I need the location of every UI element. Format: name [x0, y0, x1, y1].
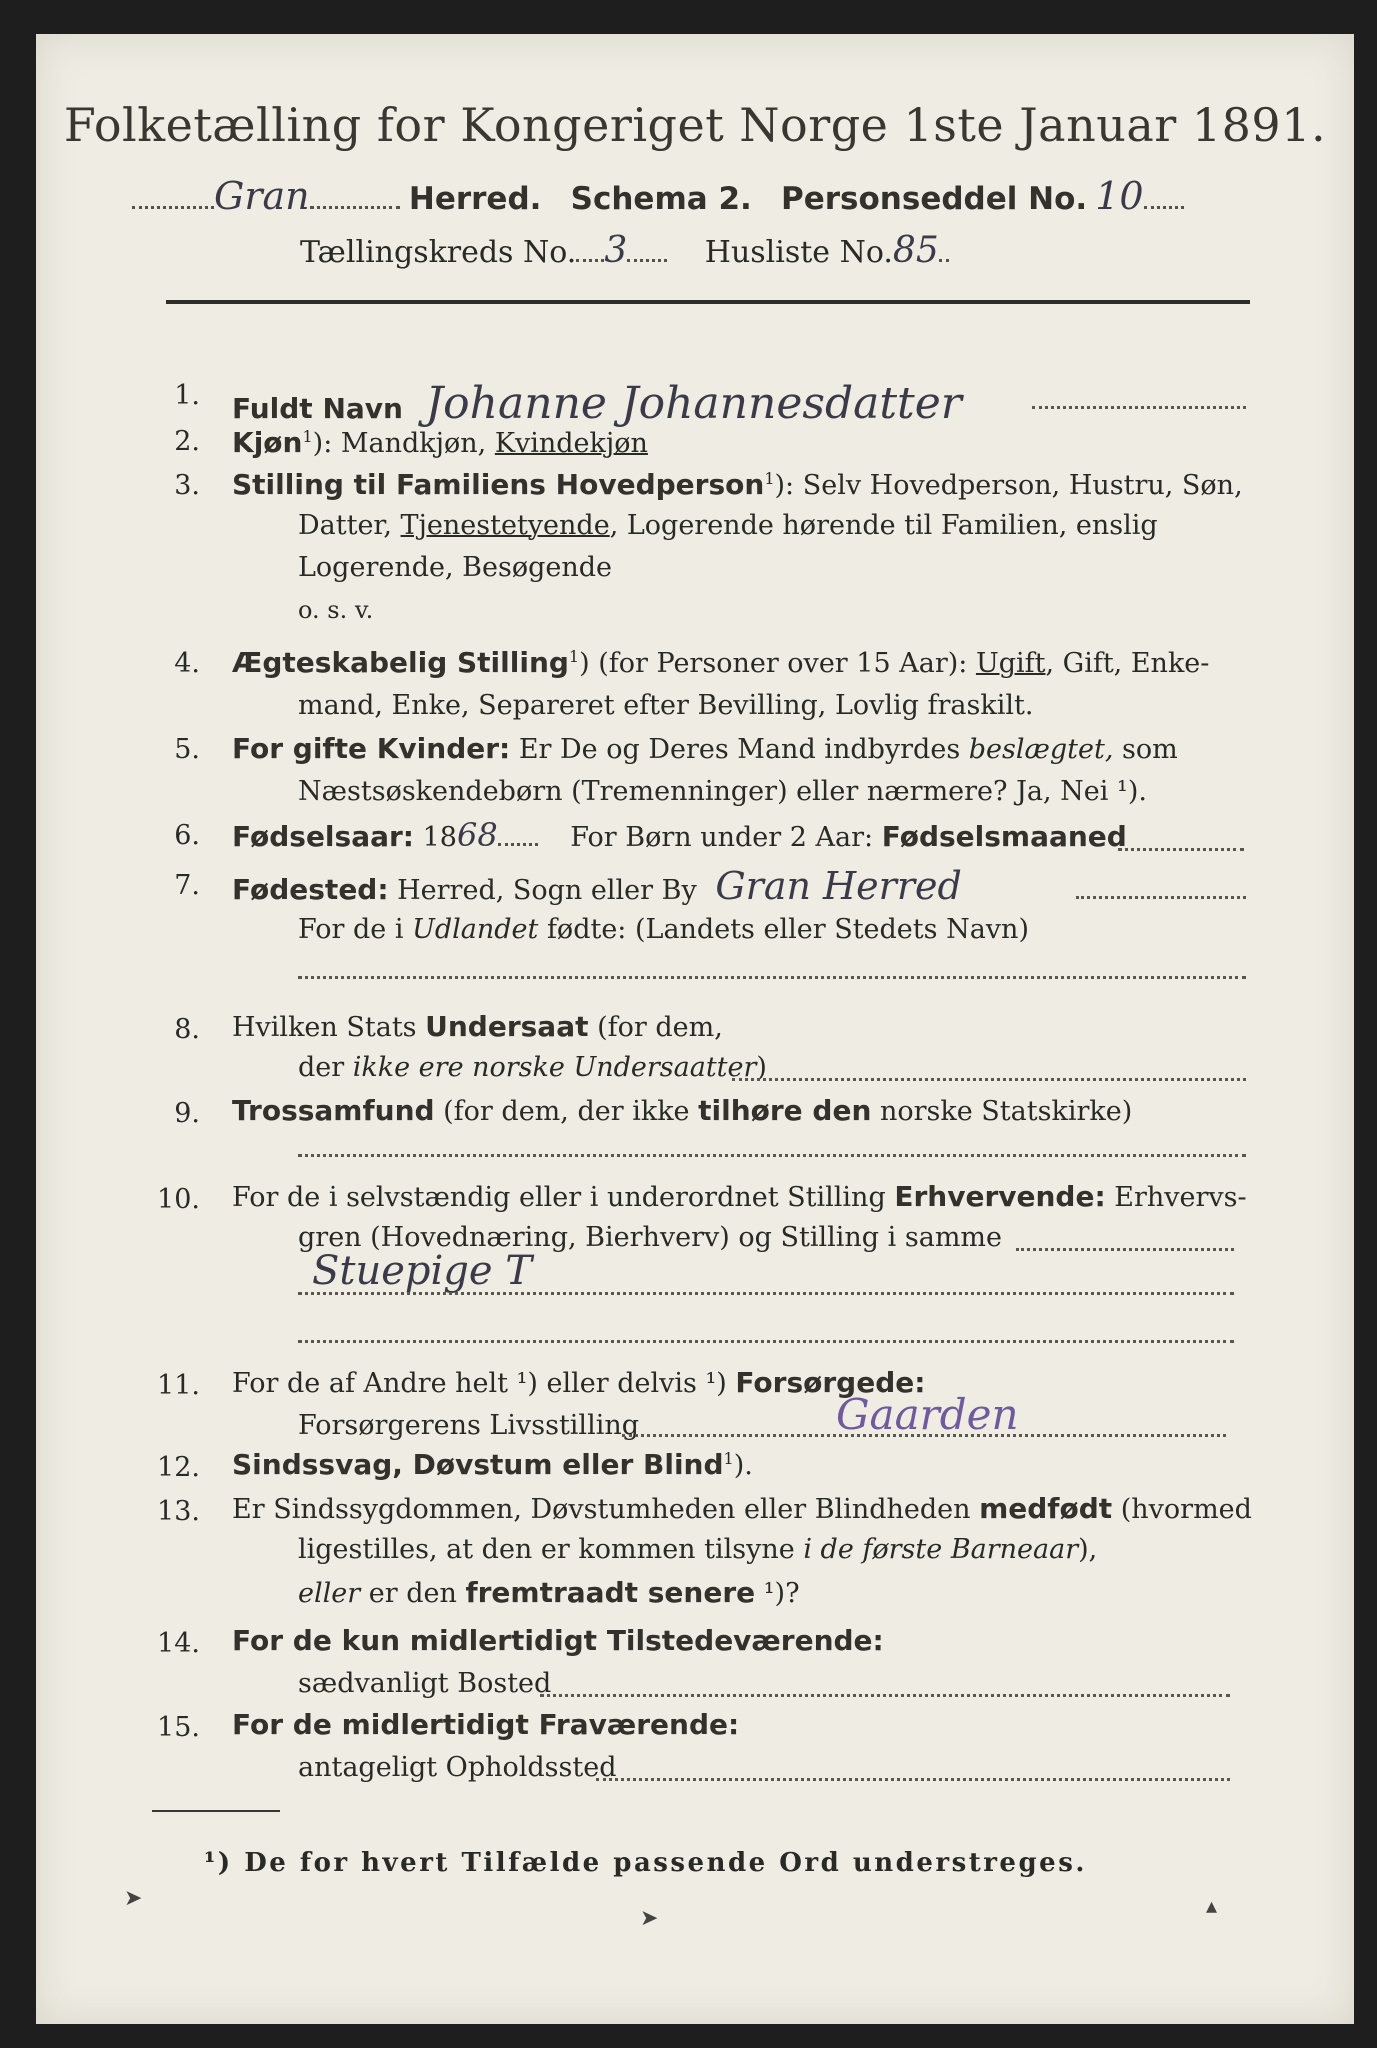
field-6-text: For Børn under 2 Aar: — [570, 822, 882, 853]
field-15-label: For de midlertidigt Fraværende: — [232, 1708, 740, 1741]
field-13-line1 — [232, 1492, 1252, 1525]
field-14-line1 — [232, 1624, 884, 1657]
census-form-page — [36, 34, 1354, 2024]
schema-label: Schema 2. — [570, 181, 752, 217]
field-6 — [232, 816, 1127, 854]
field-9-label: Trossamfund — [232, 1094, 435, 1127]
field-15-dotline — [596, 1778, 1230, 1781]
field-12 — [232, 1448, 753, 1481]
field-3-line3: Logerende, Besøgende — [298, 552, 612, 583]
field-9-text: (for dem, der ikke — [434, 1096, 699, 1127]
field-14-label: For de kun midlertidigt Tilstedeværende: — [232, 1624, 884, 1657]
kreds-label: Tællingskreds No. — [300, 235, 577, 270]
field-8-label: Undersaat — [425, 1010, 589, 1043]
field-4-label: Ægteskabelig Stilling — [232, 646, 569, 679]
field-10-dotline3 — [298, 1340, 1234, 1343]
field-5-text-a: Er De og Deres Mand indbyrdes — [510, 734, 969, 765]
field-4-text-a: ) (for Personer over 15 Aar): — [579, 648, 976, 679]
field-10-label: Erhvervende: — [894, 1180, 1106, 1213]
field-7-number: 7. — [174, 870, 200, 901]
field-9-text2: norske Statskirke) — [871, 1096, 1133, 1127]
field-13-bold: medfødt — [979, 1492, 1113, 1525]
field-5-number: 5. — [174, 734, 200, 765]
field-14-line2: sædvanligt Bosted — [298, 1668, 552, 1699]
full-name-value: Johanne Johannesdatter — [425, 378, 962, 429]
field-6-number: 6. — [174, 820, 200, 851]
field-7-line2-italic: Udlandet — [412, 914, 539, 945]
field-11-text: For de af Andre helt ¹) eller delvis ¹) — [232, 1368, 736, 1399]
field-10-dotline1 — [1016, 1248, 1234, 1251]
personseddel-value: 10 — [1095, 174, 1144, 218]
field-14-dotline — [540, 1694, 1230, 1697]
field-13-line2-a: ligestilles, at den er kommen tilsyne — [298, 1534, 804, 1565]
field-11-line2: Forsørgerens Livsstilling — [298, 1410, 640, 1441]
field-8-text: (for dem, — [588, 1012, 723, 1043]
gender-selected: Kvindekjøn — [494, 428, 648, 459]
field-3-number: 3. — [174, 470, 200, 501]
field-8-line2-b: ) — [756, 1052, 767, 1083]
decorative-mark: ➤ — [124, 1886, 143, 1911]
occupation-value: Stuepige T — [312, 1248, 532, 1294]
field-15-line2: antageligt Opholdssted — [298, 1752, 617, 1783]
position-selected: Tjenestetyende — [400, 510, 610, 541]
field-8-dotline — [732, 1078, 1246, 1081]
field-5-italic: beslægtet, — [968, 734, 1114, 765]
field-8-number: 8. — [174, 1014, 200, 1045]
footnote: ¹) De for hvert Tilfælde passende Ord understreges. — [204, 1848, 1087, 1878]
field-5-label: For gifte Kvinder: — [232, 732, 511, 765]
field-10-line1 — [232, 1180, 1247, 1213]
field-6-label2: Fødselsmaaned — [881, 820, 1127, 853]
kreds-line — [300, 230, 949, 271]
herred-line — [132, 174, 1184, 218]
field-13-line3-b: ¹)? — [755, 1578, 800, 1609]
field-3-line2 — [298, 510, 1158, 541]
field-13-line3 — [298, 1576, 800, 1609]
field-13-line2 — [298, 1534, 1097, 1565]
field-4-number: 4. — [174, 648, 200, 679]
field-8-line2-a: der — [298, 1052, 353, 1083]
kreds-value: 3 — [604, 230, 628, 271]
field-6-dotline — [1118, 848, 1244, 851]
field-7-dotline2 — [298, 976, 1246, 979]
field-13-line2-italic: i de første Barneaar — [803, 1534, 1079, 1565]
field-3-line1 — [232, 468, 1243, 501]
herred-label: Herred. — [408, 181, 542, 217]
field-13-text-b: (hvormed — [1112, 1494, 1252, 1525]
field-3-line2-a: Datter, — [298, 510, 401, 541]
field-4-sup: 1 — [568, 647, 580, 666]
field-7-line2 — [298, 914, 1029, 945]
field-12-label: Sindssvag, Døvstum eller Blind — [232, 1448, 724, 1481]
field-8-line2-italic: ikke ere norske Undersaatter — [352, 1052, 757, 1083]
field-2-label: Kjøn — [232, 426, 303, 459]
field-8-label-a: Hvilken Stats — [232, 1012, 426, 1043]
field-4-line2: mand, Enke, Separeret efter Bevilling, Lovlig fraskilt. — [298, 690, 1034, 721]
field-9-bold: tilhøre den — [698, 1094, 872, 1127]
field-2-sup: 1 — [302, 427, 313, 446]
field-14-number: 14. — [157, 1628, 200, 1659]
field-10-text-b: Erhvervs- — [1105, 1182, 1247, 1213]
birth-year-prefix: 18 — [414, 822, 457, 853]
personseddel-label: Personseddel No. — [781, 181, 1088, 217]
field-9 — [232, 1094, 1132, 1127]
field-10-line2: gren (Hovednæring, Bierhverv) og Stilling i samme — [298, 1222, 1003, 1253]
field-4-line1 — [232, 646, 1209, 679]
field-7-line2-a: For de i — [298, 914, 413, 945]
field-13-line3-a: er den — [360, 1578, 466, 1609]
decorative-mark: ▴ — [1206, 1894, 1218, 1919]
field-7-text: Herred, Sogn eller By — [388, 875, 697, 906]
field-8-line2 — [298, 1052, 767, 1083]
husliste-value: 85 — [892, 230, 939, 271]
field-3-sup: 1 — [764, 469, 775, 488]
field-13-line3-italic: eller — [298, 1578, 361, 1609]
field-12-number: 12. — [157, 1452, 200, 1483]
field-12-sup: 1 — [723, 1449, 734, 1468]
field-15-line1 — [232, 1708, 739, 1741]
field-12-tail: ). — [733, 1450, 753, 1481]
field-13-line3-bold: fremtraadt senere — [465, 1576, 756, 1609]
field-2-text: ): Mandkjøn, — [312, 428, 495, 459]
field-7-dotline — [1076, 896, 1246, 899]
footnote-rule — [152, 1810, 280, 1812]
field-2 — [232, 426, 648, 459]
provider-value: Gaarden — [836, 1390, 1019, 1439]
field-2-number: 2. — [174, 426, 200, 457]
field-9-number: 9. — [174, 1098, 200, 1129]
field-5-line1 — [232, 732, 1178, 765]
field-1-dotline — [1032, 406, 1246, 409]
field-13-line2-b: ), — [1078, 1534, 1098, 1565]
form-title: Folketælling for Kongeriget Norge 1ste Januar 1891. — [63, 98, 1327, 152]
herred-value: Gran — [214, 174, 310, 218]
header-divider — [166, 300, 1250, 304]
field-4-text-b: , Gift, Enke- — [1045, 648, 1210, 679]
field-11-line1 — [232, 1366, 925, 1399]
field-7-line1 — [232, 864, 962, 908]
field-3-label: Stilling til Familiens Hovedperson — [232, 468, 765, 501]
field-6-label: Fødselsaar: — [232, 820, 414, 853]
marital-selected: Ugift — [975, 648, 1046, 679]
field-11-number: 11. — [157, 1370, 200, 1401]
decorative-mark: ➤ — [640, 1906, 659, 1931]
birthplace-value: Gran Herred — [715, 864, 962, 908]
field-10-text-a: For de i selvstændig eller i underordnet Stilling — [232, 1182, 895, 1213]
field-15-number: 15. — [157, 1712, 200, 1743]
field-9-dotline — [298, 1154, 1246, 1157]
husliste-label: Husliste No. — [704, 235, 893, 270]
field-1-label: Fuldt Navn — [232, 392, 403, 425]
field-13-text-a: Er Sindssygdommen, Døvstumheden eller Blindheden — [232, 1494, 980, 1525]
field-3-line4: o. s. v. — [298, 596, 374, 624]
field-7-line2-b: fødte: (Landets eller Stedets Navn) — [538, 914, 1029, 945]
field-10-dotline2 — [298, 1292, 1234, 1295]
field-1-number: 1. — [174, 380, 200, 411]
field-11-label: Forsørgede: — [735, 1366, 926, 1399]
field-10-number: 10. — [157, 1184, 200, 1215]
field-13-number: 13. — [157, 1496, 200, 1527]
field-3-line2-b: , Logerende hørende til Familien, enslig — [609, 510, 1158, 541]
field-7-label: Fødested: — [232, 873, 389, 906]
birth-year-value: 68 — [456, 816, 498, 854]
field-3-text: ): Selv Hovedperson, Hustru, Søn, — [774, 470, 1243, 501]
field-8-line1 — [232, 1010, 723, 1043]
field-1 — [232, 378, 962, 429]
field-5-text-b: som — [1113, 734, 1178, 765]
field-5-line2: Næstsøskendebørn (Tremenninger) eller nærmere? Ja, Nei ¹). — [298, 776, 1147, 807]
